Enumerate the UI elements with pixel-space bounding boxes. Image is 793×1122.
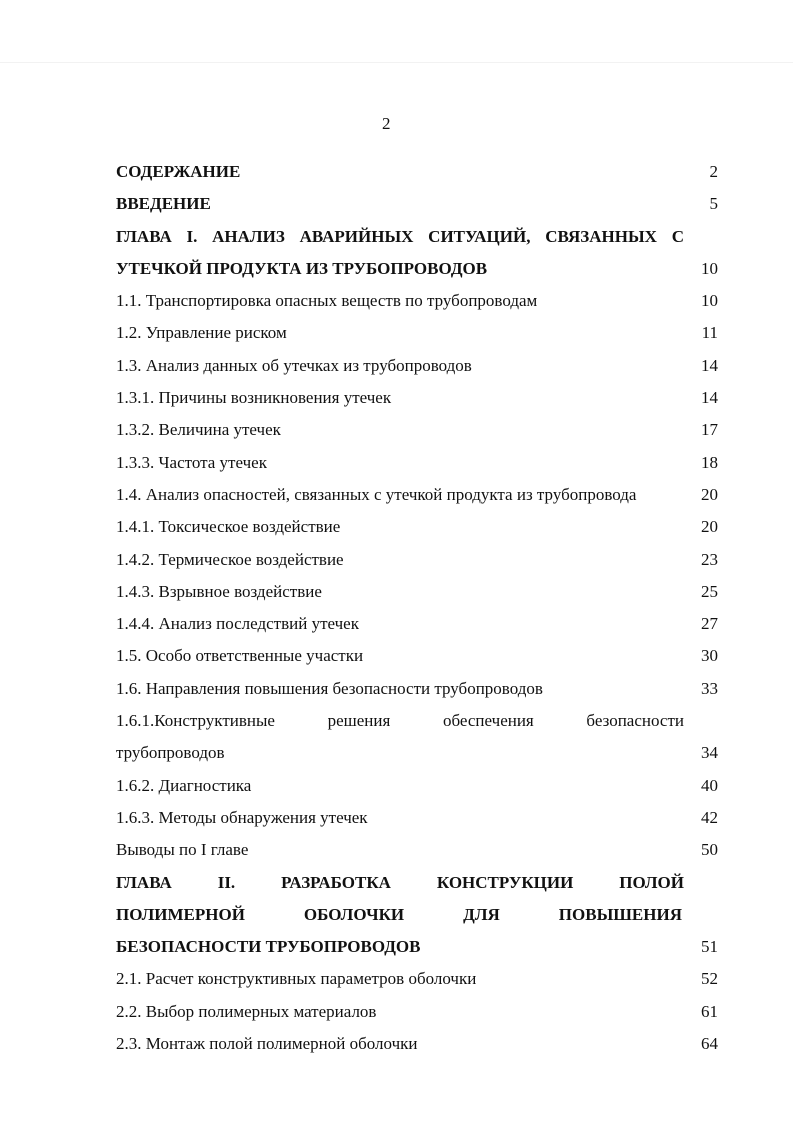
toc-entry-page: 51 [701,937,718,957]
toc-entry-title: 2.3. Монтаж полой полимерной оболочки [116,1034,418,1054]
toc-entry [116,479,719,511]
toc-entry-page: 33 [701,678,718,698]
toc-entry [116,447,719,479]
toc-entry-title: 1.1. Транспортировка опасных веществ по трубопроводам [116,291,538,311]
toc-entry-title: ВВЕДЕНИЕ [116,194,211,214]
toc-entry [116,382,719,414]
toc-entry-title: 1.6.2. Диагностика [116,775,252,795]
toc-entry-title: 2.1. Расчет конструктивных параметров оболочки [116,969,477,989]
toc-entry-title: 1.3.3. Частота утечек [116,452,267,472]
toc-entry-page: 42 [701,807,718,827]
toc-entry [116,253,719,285]
toc-entry-title: 1.6. Направления повышения безопасности трубопроводов [116,678,543,698]
toc-entry-title: 1.4.4. Анализ последствий утечек [116,614,359,634]
toc-entry-page: 10 [701,291,718,311]
toc-entry-page: 20 [701,484,718,504]
toc-entry-page: 40 [701,775,718,795]
toc-entry-page: 20 [701,517,718,537]
toc-entry [116,899,719,931]
scan-edge-line [0,62,793,63]
toc-entry [116,414,719,446]
toc-entry-title: 1.4.1. Токсическое воздействие [116,517,341,537]
toc-entry-page: 61 [701,1001,718,1021]
toc-entry-title: 1.2. Управление риском [116,323,287,343]
toc-entry-title: 1.4. Анализ опасностей, связанных с утечкой продукта из трубопровода [116,484,637,504]
toc-entry [116,963,719,995]
toc-entry [116,317,719,349]
toc-entry-title: 1.3. Анализ данных об утечках из трубопроводов [116,355,472,375]
toc-entry-title: 1.3.1. Причины возникновения утечек [116,388,392,408]
toc-entry [116,285,719,317]
toc-entry [116,156,719,188]
toc-entry-title: 1.4.2. Термическое воздействие [116,549,344,569]
toc-entry [116,931,719,963]
toc-entry-page: 5 [709,194,718,214]
toc-entry [116,544,719,576]
toc-entry [116,737,719,769]
toc-entry-title: трубопроводов [116,743,225,763]
toc-entry-page: 64 [701,1034,718,1054]
toc-entry [116,221,719,253]
toc-entry-title: СОДЕРЖАНИЕ [116,162,241,181]
toc-entry-title: 1.4.3. Взрывное воздействие [116,581,322,601]
toc-entry [116,802,719,834]
toc-entry [116,608,719,640]
toc-entry [116,867,719,899]
toc-entry [116,576,719,608]
toc-entry-page: 23 [701,549,718,569]
toc-entry [116,834,719,866]
toc-entry-page: 52 [701,969,718,989]
toc-entry [116,640,719,672]
toc-entry [116,770,719,802]
toc-entry-title: 1.6.1.Конструктивные решения обеспечения безопасности [116,711,684,731]
toc-entry-page: 14 [701,355,718,375]
toc-entry-page: 14 [701,388,718,408]
toc-entry [116,996,719,1028]
toc-entry-page: 25 [701,581,718,601]
toc-entry-page: 17 [701,420,718,440]
toc-entry-title: БЕЗОПАСНОСТИ ТРУБОПРОВОДОВ [116,937,421,957]
toc-entry-page: 18 [701,452,718,472]
toc-entry-title: 1.5. Особо ответственные участки [116,646,364,666]
toc-entry-page: 34 [701,743,718,763]
toc-entry-title: Выводы по I главе [116,840,249,860]
toc-entry-page: 10 [701,258,718,278]
toc-entry-title: 2.2. Выбор полимерных материалов [116,1001,377,1021]
toc-entry [116,673,719,705]
toc-entry [116,350,719,382]
toc-entry [116,511,719,543]
toc-entry-title: 1.6.3. Методы обнаружения утечек [116,807,368,827]
toc-entry-title: 1.3.2. Величина утечек [116,420,281,440]
toc-entry-page: 30 [701,646,718,666]
toc-entry-page: 2 [709,162,718,181]
toc-entry-title: ГЛАВА I. АНАЛИЗ АВАРИЙНЫХ СИТУАЦИЙ, СВЯЗАННЫХ С [116,226,684,246]
page-number: 2 [382,114,391,133]
toc-entry-page: 11 [701,323,718,343]
toc-entry [116,1028,719,1060]
toc-entry-title: УТЕЧКОЙ ПРОДУКТА ИЗ ТРУБОПРОВОДОВ [116,258,488,278]
toc-entry-title: ПОЛИМЕРНОЙ ОБОЛОЧКИ ДЛЯ ПОВЫШЕНИЯ [116,904,682,924]
toc-entry [116,188,719,220]
toc-entry-page: 27 [701,614,718,634]
toc-entry-title: ГЛАВА II. РАЗРАБОТКА КОНСТРУКЦИИ ПОЛОЙ [116,872,684,892]
toc-entry-page: 50 [701,840,718,860]
toc-entry [116,705,719,737]
table-of-contents [116,156,719,1060]
